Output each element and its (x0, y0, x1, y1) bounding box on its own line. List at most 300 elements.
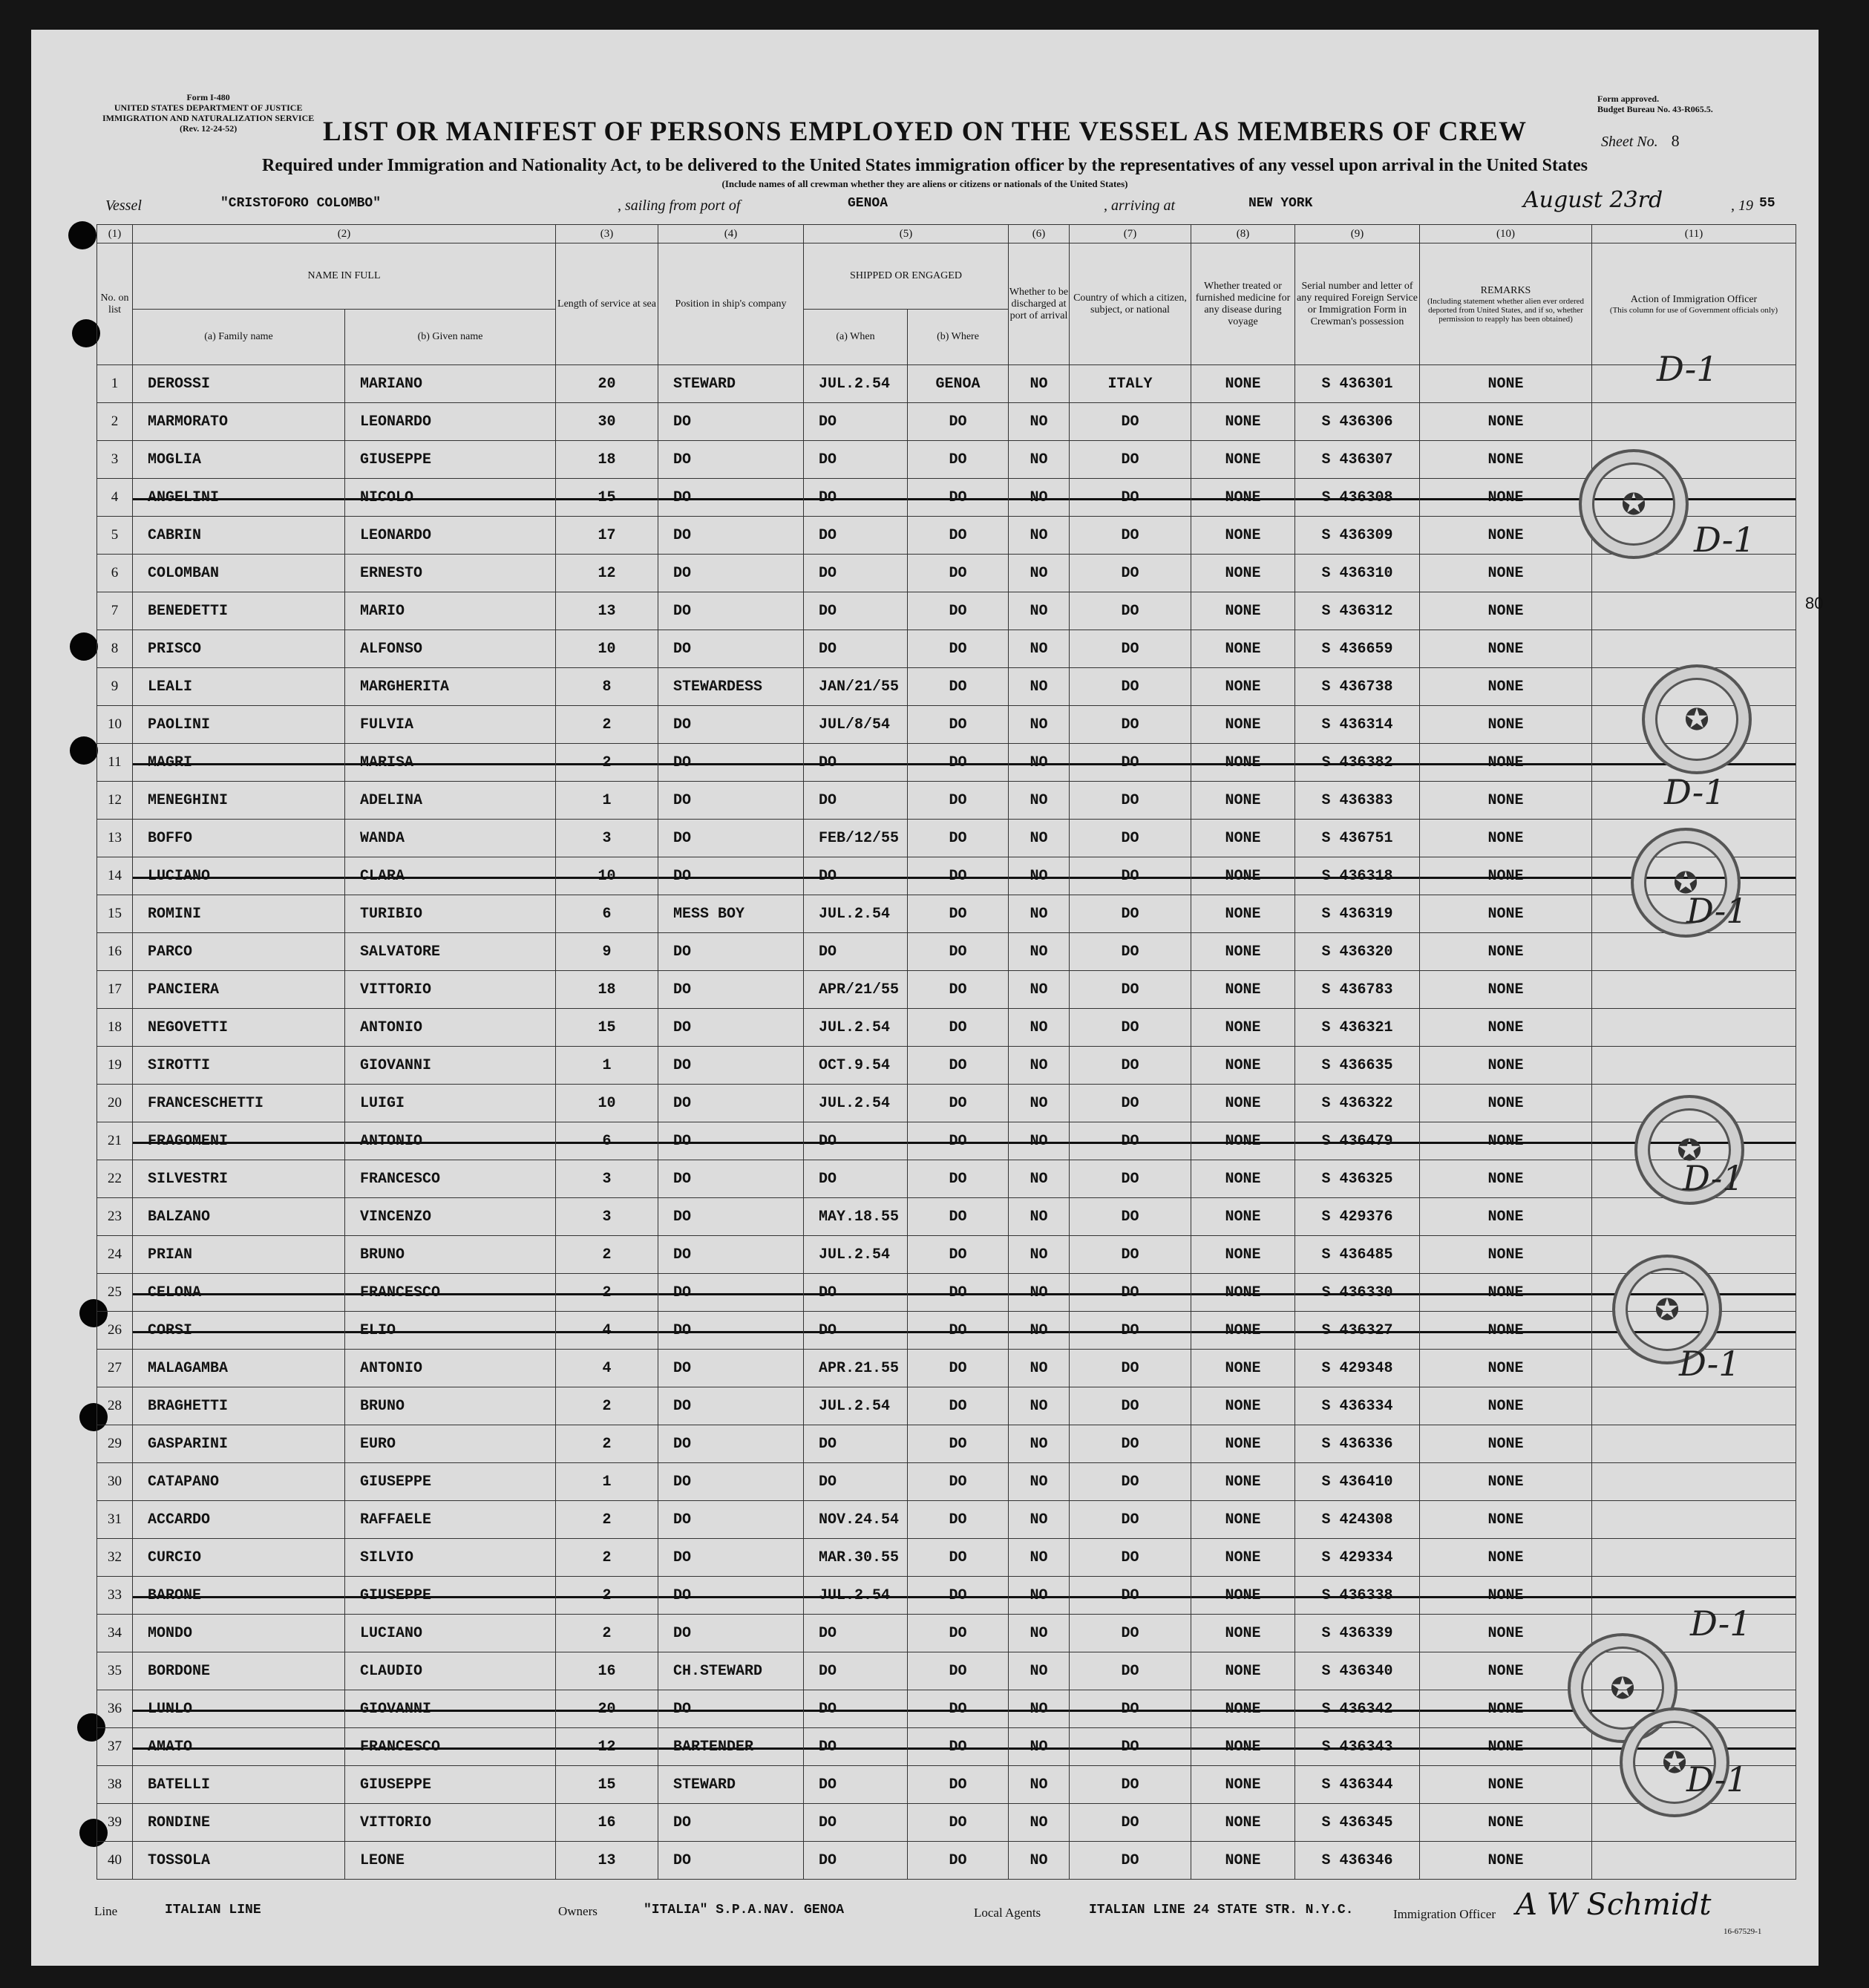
shipped-where: DO (908, 857, 1009, 895)
service: IMMIGRATION AND NATURALIZATION SERVICE (102, 113, 315, 123)
shipped-where: DO (908, 1387, 1009, 1425)
year-prefix: , 19 (1731, 197, 1753, 214)
budget-bureau: Budget Bureau No. 43-R065.5. (1597, 104, 1713, 114)
row-number: 30 (97, 1463, 133, 1501)
position: DO (658, 1160, 804, 1198)
form-header-right (1597, 94, 1713, 114)
serial-number: S 436751 (1295, 820, 1420, 857)
serial-number: S 436738 (1295, 668, 1420, 706)
remarks: NONE (1420, 1728, 1592, 1766)
table-row (97, 517, 1796, 555)
serial-number: S 436410 (1295, 1463, 1420, 1501)
country: DO (1070, 933, 1191, 971)
shipped-where: GENOA (908, 365, 1009, 403)
table-row (97, 630, 1796, 668)
row-number: 27 (97, 1350, 133, 1387)
remarks: NONE (1420, 403, 1592, 441)
length-of-service: 15 (556, 1009, 658, 1047)
shipped-where: DO (908, 1085, 1009, 1122)
shipped-when: DO (804, 1804, 908, 1842)
table-row (97, 1085, 1796, 1122)
table-row (97, 857, 1796, 895)
length-of-service: 3 (556, 1160, 658, 1198)
serial-number: S 436318 (1295, 857, 1420, 895)
table-row (97, 403, 1796, 441)
position: CH.STEWARD (658, 1652, 804, 1690)
country: DO (1070, 555, 1191, 592)
remarks-title: REMARKS (1480, 284, 1531, 296)
family-name: CELONA (133, 1274, 345, 1312)
department: UNITED STATES DEPARTMENT OF JUSTICE (114, 102, 303, 113)
officer-action (1592, 592, 1796, 630)
shipped-when: JUL/8/54 (804, 706, 908, 744)
header-family-name: (a) Family name (133, 310, 345, 365)
country: DO (1070, 820, 1191, 857)
officer-action (1592, 971, 1796, 1009)
header-when: (a) When (804, 310, 908, 365)
position: DO (658, 592, 804, 630)
shipped-when: DO (804, 630, 908, 668)
owners-value: "ITALIA" S.P.A.NAV. GENOA (644, 1903, 845, 1917)
country: DO (1070, 1350, 1191, 1387)
position: DO (658, 782, 804, 820)
country: DO (1070, 1577, 1191, 1615)
length-of-service: 2 (556, 1236, 658, 1274)
table-row (97, 365, 1796, 403)
given-name: WANDA (345, 820, 556, 857)
vessel-label: Vessel (105, 197, 142, 214)
manifest-sheet (31, 30, 1824, 1966)
serial-number: S 436336 (1295, 1425, 1420, 1463)
header-given-name: (b) Given name (345, 310, 556, 365)
discharged: NO (1009, 857, 1070, 895)
shipped-when: DO (804, 1425, 908, 1463)
remarks: NONE (1420, 1387, 1592, 1425)
country: DO (1070, 744, 1191, 782)
remarks: NONE (1420, 1842, 1592, 1880)
form-code: 16-67529-1 (1724, 1927, 1762, 1936)
given-name: GIUSEPPE (345, 1577, 556, 1615)
remarks: NONE (1420, 1652, 1592, 1690)
medicine: NONE (1191, 1501, 1295, 1539)
family-name: ROMINI (133, 895, 345, 933)
vessel-line (105, 187, 1798, 218)
officer-signature: A W Schmidt (1516, 1888, 1712, 1922)
family-name: PANCIERA (133, 971, 345, 1009)
shipped-when: JUL.2.54 (804, 1577, 908, 1615)
d1-mark: D-1 (1657, 349, 1718, 389)
length-of-service: 2 (556, 1615, 658, 1652)
table-row (97, 1577, 1796, 1615)
consulate-stamp (1579, 449, 1689, 559)
medicine: NONE (1191, 1160, 1295, 1198)
country: DO (1070, 1274, 1191, 1312)
remarks: NONE (1420, 441, 1592, 479)
sheet-label: Sheet No. (1601, 134, 1658, 150)
length-of-service: 13 (556, 592, 658, 630)
eagle-seal-icon: ✪ (1621, 487, 1646, 521)
remarks-note: (Including statement whether alien ever ordered deported from United States, and if so, whether permission to reapply has been obtained) (1427, 296, 1585, 324)
row-number: 5 (97, 517, 133, 555)
position: DO (658, 1274, 804, 1312)
medicine: NONE (1191, 1312, 1295, 1350)
length-of-service: 17 (556, 517, 658, 555)
position: DO (658, 555, 804, 592)
row-number: 15 (97, 895, 133, 933)
given-name: MARGHERITA (345, 668, 556, 706)
given-name: ELIO (345, 1312, 556, 1350)
remarks: NONE (1420, 365, 1592, 403)
shipped-when: MAR.30.55 (804, 1539, 908, 1577)
shipped-where: DO (908, 668, 1009, 706)
shipped-where: DO (908, 895, 1009, 933)
eagle-seal-icon: ✪ (1610, 1671, 1635, 1705)
given-name: LEONARDO (345, 517, 556, 555)
shipped-where: DO (908, 1463, 1009, 1501)
remarks: NONE (1420, 1539, 1592, 1577)
serial-number: S 424308 (1295, 1501, 1420, 1539)
shipped-when: OCT.9.54 (804, 1047, 908, 1085)
shipped-when: DO (804, 555, 908, 592)
serial-number: S 436320 (1295, 933, 1420, 971)
country: DO (1070, 479, 1191, 517)
shipped-where: DO (908, 1804, 1009, 1842)
table-row (97, 1047, 1796, 1085)
medicine: NONE (1191, 895, 1295, 933)
d1-mark: D-1 (1694, 520, 1755, 560)
d1-mark: D-1 (1679, 1344, 1741, 1384)
remarks: NONE (1420, 1577, 1592, 1615)
shipped-when: APR/21/55 (804, 971, 908, 1009)
discharged: NO (1009, 895, 1070, 933)
position: DO (658, 933, 804, 971)
family-name: PARCO (133, 933, 345, 971)
crew-table (96, 224, 1796, 1880)
length-of-service: 16 (556, 1652, 658, 1690)
shipped-where: DO (908, 1501, 1009, 1539)
family-name: LUCIANO (133, 857, 345, 895)
given-name: RAFFAELE (345, 1501, 556, 1539)
medicine: NONE (1191, 1463, 1295, 1501)
shipped-when: DO (804, 782, 908, 820)
action-title: Action of Immigration Officer (1630, 293, 1758, 305)
medicine: NONE (1191, 782, 1295, 820)
remarks: NONE (1420, 1350, 1592, 1387)
col-num: (1) (97, 225, 133, 243)
position: DO (658, 630, 804, 668)
shipped-when: JUL.2.54 (804, 1236, 908, 1274)
medicine: NONE (1191, 1842, 1295, 1880)
medicine: NONE (1191, 441, 1295, 479)
country: DO (1070, 1463, 1191, 1501)
medicine: NONE (1191, 706, 1295, 744)
shipped-where: DO (908, 1122, 1009, 1160)
medicine: NONE (1191, 403, 1295, 441)
discharged: NO (1009, 441, 1070, 479)
shipped-when: JUL.2.54 (804, 365, 908, 403)
discharged: NO (1009, 1463, 1070, 1501)
medicine: NONE (1191, 1122, 1295, 1160)
punch-hole (70, 632, 98, 661)
given-name: NICOLO (345, 479, 556, 517)
shipped-where: DO (908, 592, 1009, 630)
medicine: NONE (1191, 1198, 1295, 1236)
table-row (97, 1160, 1796, 1198)
shipped-when: DO (804, 403, 908, 441)
serial-number: S 436310 (1295, 555, 1420, 592)
country: DO (1070, 895, 1191, 933)
family-name: CURCIO (133, 1539, 345, 1577)
shipped-where: DO (908, 1047, 1009, 1085)
col-num: (3) (556, 225, 658, 243)
family-name: BARONE (133, 1577, 345, 1615)
officer-action (1592, 1425, 1796, 1463)
crew-rows (97, 365, 1796, 1880)
country: DO (1070, 668, 1191, 706)
revision: (Rev. 12-24-52) (179, 123, 238, 134)
serial-number: S 436306 (1295, 403, 1420, 441)
country: DO (1070, 1728, 1191, 1766)
discharged: NO (1009, 971, 1070, 1009)
remarks: NONE (1420, 1501, 1592, 1539)
discharged: NO (1009, 1652, 1070, 1690)
position: STEWARDESS (658, 668, 804, 706)
position: BARTENDER (658, 1728, 804, 1766)
medicine: NONE (1191, 517, 1295, 555)
discharged: NO (1009, 1085, 1070, 1122)
serial-number: S 436321 (1295, 1009, 1420, 1047)
remarks: NONE (1420, 1160, 1592, 1198)
discharged: NO (1009, 1804, 1070, 1842)
discharged: NO (1009, 1274, 1070, 1312)
given-name: GIOVANNI (345, 1047, 556, 1085)
shipped-where: DO (908, 1425, 1009, 1463)
shipped-when: DO (804, 1160, 908, 1198)
serial-number: S 436309 (1295, 517, 1420, 555)
table-row (97, 1236, 1796, 1274)
remarks: NONE (1420, 668, 1592, 706)
length-of-service: 10 (556, 630, 658, 668)
table-row (97, 706, 1796, 744)
shipped-where: DO (908, 517, 1009, 555)
family-name: DEROSSI (133, 365, 345, 403)
serial-number: S 436312 (1295, 592, 1420, 630)
family-name: RONDINE (133, 1804, 345, 1842)
country: DO (1070, 782, 1191, 820)
given-name: ALFONSO (345, 630, 556, 668)
country: DO (1070, 1198, 1191, 1236)
family-name: MALAGAMBA (133, 1350, 345, 1387)
shipped-where: DO (908, 1766, 1009, 1804)
given-name: CLARA (345, 857, 556, 895)
given-name: ANTONIO (345, 1350, 556, 1387)
length-of-service: 2 (556, 744, 658, 782)
country: ITALY (1070, 365, 1191, 403)
shipped-when: DO (804, 1463, 908, 1501)
row-number: 12 (97, 782, 133, 820)
table-row (97, 1615, 1796, 1652)
medicine: NONE (1191, 1766, 1295, 1804)
serial-number: S 436345 (1295, 1804, 1420, 1842)
table-row (97, 1652, 1796, 1690)
given-name: SALVATORE (345, 933, 556, 971)
family-name: SILVESTRI (133, 1160, 345, 1198)
medicine: NONE (1191, 1009, 1295, 1047)
remarks: NONE (1420, 517, 1592, 555)
discharged: NO (1009, 517, 1070, 555)
discharged: NO (1009, 1047, 1070, 1085)
officer-action (1592, 1539, 1796, 1577)
position: DO (658, 479, 804, 517)
shipped-where: DO (908, 1652, 1009, 1690)
col-num: (6) (1009, 225, 1070, 243)
medicine: NONE (1191, 1615, 1295, 1652)
officer-action (1592, 630, 1796, 668)
serial-number: S 436635 (1295, 1047, 1420, 1085)
officer-action (1592, 1842, 1796, 1880)
length-of-service: 16 (556, 1804, 658, 1842)
serial-number: S 436343 (1295, 1728, 1420, 1766)
remarks: NONE (1420, 555, 1592, 592)
row-number: 29 (97, 1425, 133, 1463)
sailing-label: , sailing from port of (618, 197, 741, 214)
row-number: 2 (97, 403, 133, 441)
discharged: NO (1009, 1425, 1070, 1463)
length-of-service: 30 (556, 403, 658, 441)
row-number: 22 (97, 1160, 133, 1198)
row-number: 7 (97, 592, 133, 630)
given-name: LUCIANO (345, 1615, 556, 1652)
remarks: NONE (1420, 1122, 1592, 1160)
shipped-where: DO (908, 1274, 1009, 1312)
length-of-service: 20 (556, 365, 658, 403)
table-row (97, 1312, 1796, 1350)
family-name: PRISCO (133, 630, 345, 668)
table-row (97, 1463, 1796, 1501)
family-name: BRAGHETTI (133, 1387, 345, 1425)
remarks: NONE (1420, 706, 1592, 744)
officer-action (1592, 1501, 1796, 1539)
given-name: VINCENZO (345, 1198, 556, 1236)
given-name: ANTONIO (345, 1122, 556, 1160)
position: STEWARD (658, 365, 804, 403)
remarks: NONE (1420, 1274, 1592, 1312)
given-name: VITTORIO (345, 971, 556, 1009)
col-num: (11) (1592, 225, 1796, 243)
position: DO (658, 1577, 804, 1615)
given-name: GIUSEPPE (345, 441, 556, 479)
family-name: CABRIN (133, 517, 345, 555)
row-number: 31 (97, 1501, 133, 1539)
medicine: NONE (1191, 1804, 1295, 1842)
medicine: NONE (1191, 1690, 1295, 1728)
position: DO (658, 820, 804, 857)
officer-action (1592, 1463, 1796, 1501)
officer-label: Immigration Officer (1393, 1907, 1496, 1921)
serial-number: S 436344 (1295, 1766, 1420, 1804)
header-no: No. on list (97, 243, 133, 365)
serial-number: S 436783 (1295, 971, 1420, 1009)
serial-number: S 436342 (1295, 1690, 1420, 1728)
serial-number: S 436334 (1295, 1387, 1420, 1425)
column-number-row (97, 225, 1796, 243)
d1-mark: D-1 (1686, 891, 1748, 931)
shipped-where: DO (908, 1577, 1009, 1615)
shipped-where: DO (908, 630, 1009, 668)
shipped-when: JUL.2.54 (804, 1387, 908, 1425)
row-number: 21 (97, 1122, 133, 1160)
given-name: EURO (345, 1425, 556, 1463)
remarks: NONE (1420, 1198, 1592, 1236)
header-where: (b) Where (908, 310, 1009, 365)
discharged: NO (1009, 1577, 1070, 1615)
country: DO (1070, 1615, 1191, 1652)
shipped-when: DO (804, 1690, 908, 1728)
length-of-service: 2 (556, 1387, 658, 1425)
position: DO (658, 1387, 804, 1425)
position: DO (658, 403, 804, 441)
country: DO (1070, 517, 1191, 555)
country: DO (1070, 1652, 1191, 1690)
row-number: 38 (97, 1766, 133, 1804)
country: DO (1070, 441, 1191, 479)
given-name: CLAUDIO (345, 1652, 556, 1690)
family-name: BOFFO (133, 820, 345, 857)
row-number: 20 (97, 1085, 133, 1122)
agents-value: ITALIAN LINE 24 STATE STR. N.Y.C. (1089, 1903, 1354, 1917)
officer-action (1592, 555, 1796, 592)
family-name: CATAPANO (133, 1463, 345, 1501)
remarks: NONE (1420, 1312, 1592, 1350)
remarks: NONE (1420, 1615, 1592, 1652)
shipped-when: DO (804, 1728, 908, 1766)
shipped-where: DO (908, 820, 1009, 857)
header-name-in-full: NAME IN FULL (133, 243, 556, 310)
family-name: GASPARINI (133, 1425, 345, 1463)
length-of-service: 10 (556, 857, 658, 895)
position: DO (658, 1425, 804, 1463)
eagle-seal-icon: ✪ (1662, 1745, 1687, 1779)
table-row (97, 441, 1796, 479)
medicine: NONE (1191, 933, 1295, 971)
side-number: 80 (1805, 594, 1824, 612)
country: DO (1070, 971, 1191, 1009)
family-name: TOSSOLA (133, 1842, 345, 1880)
medicine: NONE (1191, 555, 1295, 592)
header-shipped: SHIPPED OR ENGAGED (804, 243, 1009, 310)
table-row (97, 1198, 1796, 1236)
discharged: NO (1009, 1387, 1070, 1425)
shipped-where: DO (908, 1615, 1009, 1652)
row-number: 18 (97, 1009, 133, 1047)
officer-action (1592, 1047, 1796, 1085)
row-number: 14 (97, 857, 133, 895)
country: DO (1070, 630, 1191, 668)
position: STEWARD (658, 1766, 804, 1804)
row-number: 26 (97, 1312, 133, 1350)
sheet-value: 8 (1671, 131, 1680, 150)
discharged: NO (1009, 1766, 1070, 1804)
row-number: 8 (97, 630, 133, 668)
shipped-where: DO (908, 1539, 1009, 1577)
country: DO (1070, 1804, 1191, 1842)
shipped-when: DO (804, 592, 908, 630)
punch-hole (68, 221, 96, 249)
length-of-service: 12 (556, 1728, 658, 1766)
family-name: MONDO (133, 1615, 345, 1652)
length-of-service: 9 (556, 933, 658, 971)
given-name: ANTONIO (345, 1009, 556, 1047)
